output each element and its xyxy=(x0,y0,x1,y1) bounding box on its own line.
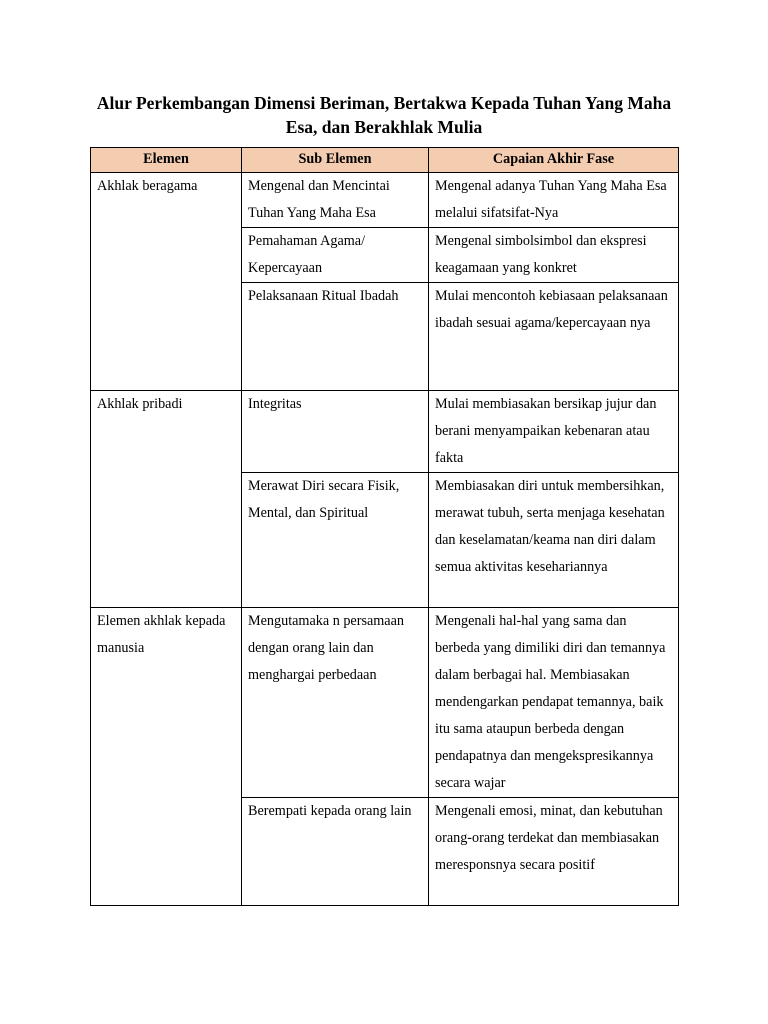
table-row xyxy=(91,608,679,798)
table-body xyxy=(91,173,679,906)
sub-elemen-cell: Pelaksanaan Ritual Ibadah xyxy=(242,283,429,391)
sub-elemen-cell: Mengutamaka n persamaan dengan orang lain dan menghargai perbedaan xyxy=(242,608,429,798)
table-row xyxy=(91,173,679,228)
table-row xyxy=(91,391,679,473)
capaian-cell: Mulai membiasakan bersikap jujur dan berani menyampaikan kebenaran atau fakta xyxy=(429,391,679,473)
sub-elemen-cell: Pemahaman Agama/ Kepercayaan xyxy=(242,228,429,283)
elemen-cell: Akhlak beragama xyxy=(91,173,242,391)
capaian-cell: Mengenali emosi, minat, dan kebutuhan orang-orang terdekat dan membiasakan meresponsnya secara positif xyxy=(429,798,679,906)
sub-elemen-cell: Berempati kepada orang lain xyxy=(242,798,429,906)
sub-elemen-cell: Merawat Diri secara Fisik, Mental, dan Spiritual xyxy=(242,473,429,608)
elemen-cell: Akhlak pribadi xyxy=(91,391,242,608)
header-row xyxy=(91,148,679,173)
header-sub-elemen: Sub Elemen xyxy=(242,148,429,173)
capaian-cell: Mengenali hal-hal yang sama dan berbeda yang dimiliki diri dan temannya dalam berbagai hal. Membiasakan mendengarkan pendapat temannya, baik itu sama ataupun berbeda dengan pendapatnya dan mengekspresikannya secara wajar xyxy=(429,608,679,798)
curriculum-table xyxy=(90,147,679,906)
capaian-cell: Mengenal adanya Tuhan Yang Maha Esa melalui sifatsifat-Nya xyxy=(429,173,679,228)
document-title: Alur Perkembangan Dimensi Beriman, Bertakwa Kepada Tuhan Yang Maha Esa, dan Berakhlak Mulia xyxy=(96,93,672,137)
sub-elemen-cell: Integritas xyxy=(242,391,429,473)
elemen-cell: Elemen akhlak kepada manusia xyxy=(91,608,242,906)
table-header xyxy=(91,148,679,173)
sub-elemen-cell: Mengenal dan Mencintai Tuhan Yang Maha Esa xyxy=(242,173,429,228)
capaian-cell: Mulai mencontoh kebiasaan pelaksanaan ibadah sesuai agama/kepercayaan nya xyxy=(429,283,679,391)
header-capaian: Capaian Akhir Fase xyxy=(429,148,679,173)
capaian-cell: Membiasakan diri untuk membersihkan, merawat tubuh, serta menjaga kesehatan dan keselamatan/keama nan diri dalam semua aktivitas kesehariannya xyxy=(429,473,679,608)
capaian-cell: Mengenal simbolsimbol dan ekspresi keagamaan yang konkret xyxy=(429,228,679,283)
header-elemen: Elemen xyxy=(91,148,242,173)
